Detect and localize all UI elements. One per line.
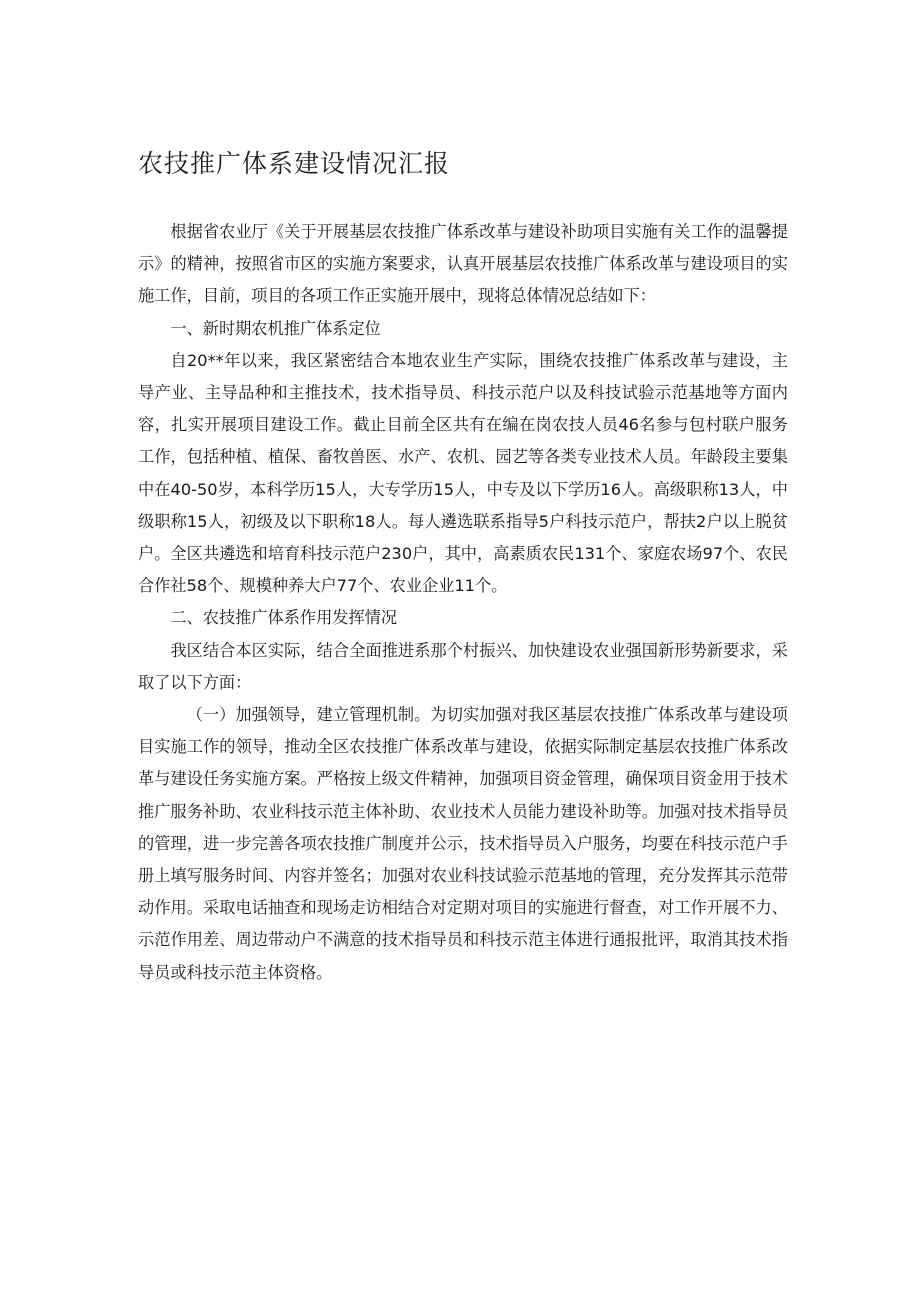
document-title: 农技推广体系建设情况汇报 [138,149,451,178]
positioning-paragraph: 自20**年以来，我区紧密结合本地农业生产实际，围绕农技推广体系改革与建设，主导产业、主导品种和主推技术，技术指导员、科技示范户以及科技试验示范基地等方面内容，扎实开展项目建设工作。截止目前全区共有在编在岗农技人员46名参与包村联户服务工作，包括种植、植保、畜牧兽医、水产、农机、园艺等各类专业技术人员。年龄段主要集中在40-50岁，本科学历15人，大专学历15人，中专及以下学历16人。高级职称13人，中级职称15人，初级及以下职称18人。每人遴选联系指导5户科技示范户，帮扶2户以上脱贫户。全区共遴选和培育科技示范户230户，其中，高素质农民131个、家庭农场97个、农民合作社58个、规模种养大户77个、农业企业11个。 [138,350,788,596]
intro-paragraph: 根据省农业厅《关于开展基层农技推广体系改革与建设补助项目实施有关工作的温馨提示》的精神，按照省市区的实施方案要求，认真开展基层农技推广体系改革与建设项目的实施工作，目前，项目的各项工作正实施开展中，现将总体情况总结如下： [138,222,788,306]
section-heading-role: 二、农技推广体系作用发挥情况 [170,608,398,628]
section-heading-positioning: 一、新时期农机推广体系定位 [170,318,381,338]
leadership-paragraph: （一）加强领导，建立管理机制。为切实加强对我区基层农技推广体系改革与建设项目实施工作的领导，推动全区农技推广体系改革与建设，依据实际制定基层农技推广体系改革与建设任务实施方案。严格按上级文件精神，加强项目资金管理，确保项目资金用于技术推广服务补助、农业科技示范主体补助、农业技术人员能力建设补助等。加强对技术指导员的管理，进一步完善各项农技推广制度并公示，技术指导员入户服务，均要在科技示范户手册上填写服务时间、内容并签名；加强对农业科技试验示范基地的管理，充分发挥其示范带动作用。采取电话抽查和现场走访相结合对定期对项目的实施进行督查，对工作开展不力、示范作用差、周边带动户不满意的技术指导员和科技示范主体进行通报批评，取消其技术指导员或科技示范主体资格。 [138,705,788,982]
role-intro-paragraph: 我区结合本区实际，结合全面推进系那个村振兴、加快建设农业强国新形势新要求，采取了以下方面： [138,640,788,692]
document-body [138,140,788,989]
